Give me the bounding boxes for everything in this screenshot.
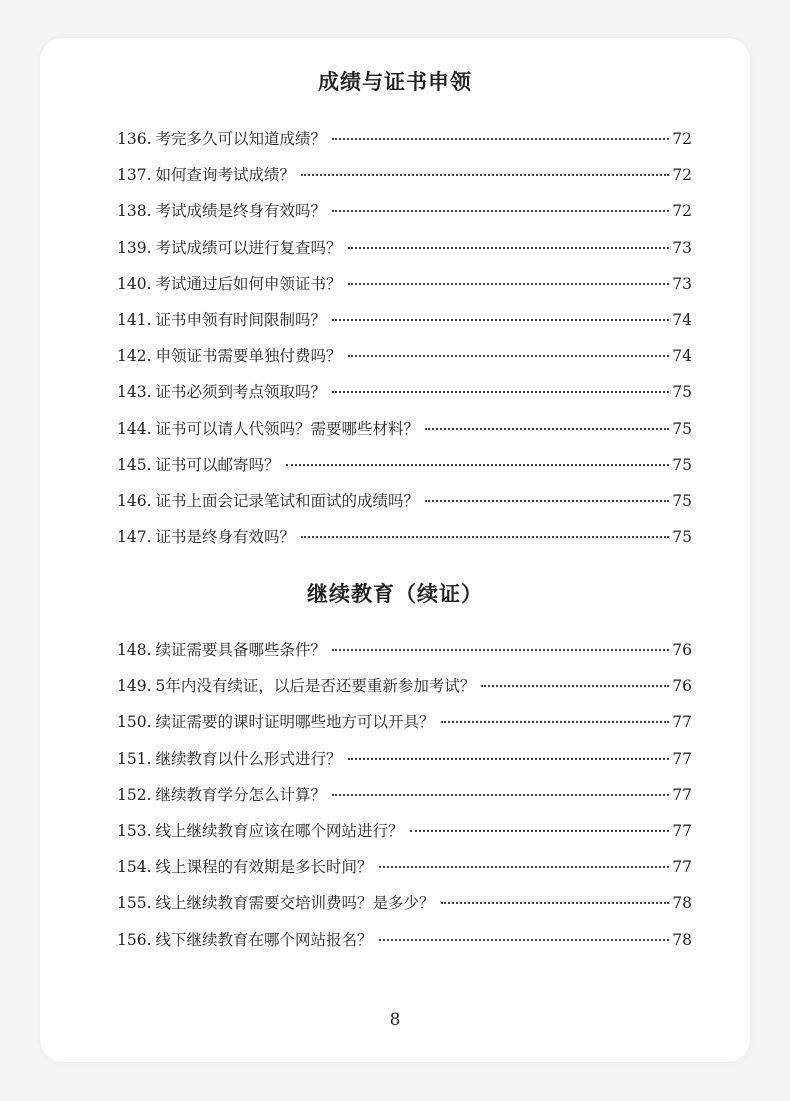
toc-entry[interactable] — [117, 193, 692, 229]
toc-entry-title: 证书上面会记录笔试和面试的成绩吗？ — [155, 491, 420, 510]
toc-leader-dots — [348, 283, 670, 285]
toc-entry-title: 证书可以邮寄吗？ — [155, 455, 280, 474]
toc-entry-page: 72 — [672, 166, 692, 185]
toc-leader-dots — [332, 138, 669, 140]
toc-entry[interactable] — [117, 885, 692, 921]
toc-entry-page: 75 — [672, 528, 692, 547]
toc-entry[interactable] — [117, 374, 692, 410]
toc-entry-page: 72 — [672, 202, 692, 221]
toc-entry[interactable] — [117, 922, 692, 958]
toc-entry[interactable] — [117, 447, 692, 483]
toc-entry-number: 155. — [117, 894, 152, 913]
toc-entry-page: 75 — [672, 419, 692, 438]
toc-leader-dots — [379, 939, 670, 941]
toc-entry-title: 考试成绩可以进行复查吗？ — [155, 238, 342, 257]
toc-entry[interactable] — [117, 519, 692, 555]
toc-entry-title: 考试成绩是终身有效吗？ — [155, 202, 327, 221]
toc-leader-dots — [441, 721, 670, 723]
toc-entry[interactable] — [117, 777, 692, 813]
toc-entry-page: 77 — [672, 821, 692, 840]
toc-entry-title: 线上继续教育应该在哪个网站进行？ — [155, 821, 404, 840]
toc-entry[interactable] — [117, 266, 692, 302]
page-number: 8 — [389, 1010, 401, 1030]
toc-entry-page: 75 — [672, 455, 692, 474]
toc-entry-title: 申领证书需要单独付费吗？ — [155, 347, 342, 366]
toc-leader-dots — [481, 685, 669, 687]
toc-entry[interactable] — [117, 849, 692, 885]
toc-entry-page: 73 — [672, 274, 692, 293]
toc-entry-number: 156. — [117, 930, 152, 949]
toc-entry-title: 证书可以请人代领吗？需要哪些材料？ — [155, 419, 420, 438]
toc-entry-page: 72 — [672, 130, 692, 148]
toc-entry-number: 137. — [117, 166, 152, 185]
toc-entry-page: 74 — [672, 347, 692, 366]
toc-entry-title: 继续教育以什么形式进行？ — [155, 749, 342, 768]
toc-entry-number: 148. — [117, 641, 152, 659]
toc-entry-title: 考完多久可以知道成绩？ — [155, 130, 327, 148]
toc-entry-number: 150. — [117, 713, 152, 732]
toc-leader-dots — [332, 649, 669, 651]
toc-entry-page: 74 — [672, 310, 692, 329]
toc-entry-page: 77 — [672, 713, 692, 732]
toc-entry[interactable] — [117, 302, 692, 338]
toc-entry[interactable] — [117, 157, 692, 193]
toc-leader-dots — [425, 428, 669, 430]
toc-leader-dots — [348, 355, 670, 357]
toc-entry[interactable] — [117, 121, 692, 157]
toc-entry-title: 线上继续教育需要交培训费吗？是多少？ — [155, 894, 435, 913]
toc-entry-number: 140. — [117, 274, 152, 293]
toc-list-continuing-education — [117, 632, 692, 958]
toc-entry-number: 136. — [117, 130, 152, 148]
toc-leader-dots — [332, 391, 669, 393]
toc-entry-page: 75 — [672, 491, 692, 510]
toc-entry-title: 线上课程的有效期是多长时间？ — [155, 858, 373, 877]
section-title-scores-certificates: 成绩与证书申领 — [318, 70, 472, 94]
toc-entry-number: 147. — [117, 528, 152, 547]
toc-entry-title: 线下继续教育在哪个网站报名？ — [155, 930, 373, 949]
toc-entry-page: 77 — [672, 858, 692, 877]
document-page — [40, 38, 750, 1062]
toc-entry-number: 153. — [117, 821, 152, 840]
toc-entry-title: 证书申领有时间限制吗？ — [155, 310, 327, 329]
toc-entry-page: 77 — [672, 785, 692, 804]
toc-leader-dots — [348, 758, 670, 760]
toc-entry-title: 证书是终身有效吗？ — [155, 528, 296, 547]
toc-entry-number: 145. — [117, 455, 152, 474]
toc-leader-dots — [332, 210, 669, 212]
toc-entry-page: 78 — [672, 930, 692, 949]
section-title-continuing-education: 继续教育（续证） — [307, 582, 483, 606]
toc-entry-title: 继续教育学分怎么计算？ — [155, 785, 327, 804]
toc-leader-dots — [348, 247, 670, 249]
toc-entry-number: 152. — [117, 785, 152, 804]
toc-entry-number: 141. — [117, 310, 152, 329]
toc-leader-dots — [332, 319, 669, 321]
toc-leader-dots — [441, 902, 670, 904]
toc-entry-page: 76 — [672, 677, 692, 696]
toc-entry-title: 续证需要具备哪些条件？ — [155, 641, 327, 659]
toc-entry-number: 151. — [117, 749, 152, 768]
toc-entry[interactable] — [117, 230, 692, 266]
toc-entry-number: 143. — [117, 383, 152, 402]
toc-leader-dots — [410, 830, 670, 832]
toc-leader-dots — [379, 866, 670, 868]
toc-entry-title: 如何查询考试成绩？ — [155, 166, 296, 185]
toc-leader-dots — [332, 794, 669, 796]
toc-entry-number: 144. — [117, 419, 152, 438]
toc-entry[interactable] — [117, 741, 692, 777]
toc-entry-number: 142. — [117, 347, 152, 366]
toc-entry-page: 77 — [672, 749, 692, 768]
toc-entry[interactable] — [117, 704, 692, 740]
toc-entry[interactable] — [117, 668, 692, 704]
toc-entry-title: 证书必须到考点领取吗？ — [155, 383, 327, 402]
toc-leader-dots — [286, 464, 670, 466]
toc-entry-title: 续证需要的课时证明哪些地方可以开具？ — [155, 713, 435, 732]
toc-entry-number: 154. — [117, 858, 152, 877]
toc-entry-number: 138. — [117, 202, 152, 221]
toc-entry-number: 139. — [117, 238, 152, 257]
toc-entry-number: 149. — [117, 677, 152, 696]
toc-entry[interactable] — [117, 411, 692, 447]
toc-entry[interactable] — [117, 813, 692, 849]
toc-entry-page: 78 — [672, 894, 692, 913]
toc-entry[interactable] — [117, 483, 692, 519]
toc-entry-number: 146. — [117, 491, 152, 510]
toc-entry-title: 5年内没有续证，以后是否还要重新参加考试？ — [155, 677, 476, 696]
toc-entry-page: 75 — [672, 383, 692, 402]
toc-leader-dots — [425, 500, 669, 502]
toc-leader-dots — [301, 536, 669, 538]
toc-entry-title: 考试通过后如何申领证书？ — [155, 274, 342, 293]
toc-list-scores-certificates — [117, 121, 692, 555]
toc-entry[interactable] — [117, 338, 692, 374]
toc-entry-page: 73 — [672, 238, 692, 257]
toc-entry[interactable] — [117, 632, 692, 668]
toc-entry-page: 76 — [672, 641, 692, 659]
toc-leader-dots — [301, 174, 669, 176]
